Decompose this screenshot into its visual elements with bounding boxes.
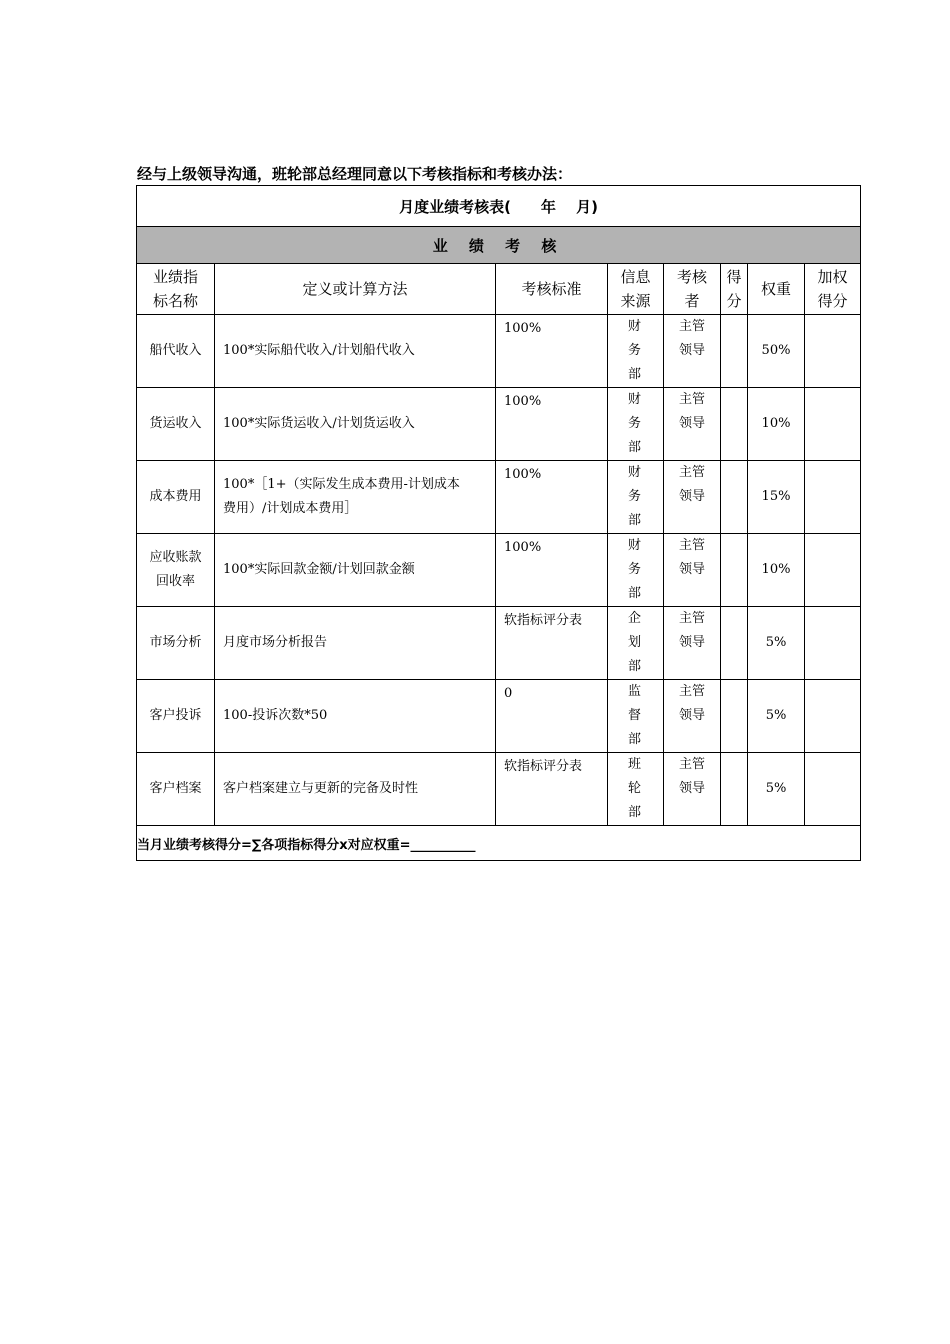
standard: 100%: [496, 388, 608, 461]
performance-table: [136, 185, 861, 861]
header-weight: 权重: [748, 264, 805, 315]
reviewer: 主管 领导: [664, 607, 721, 680]
indicator-name: 船代收入: [137, 315, 215, 388]
weighted-score-cell: [805, 315, 861, 388]
intro-text: 经与上级领导沟通，班轮部总经理同意以下考核指标和考核办法：: [137, 165, 573, 183]
weight: 50%: [748, 315, 805, 388]
score-cell: [721, 534, 748, 607]
indicator-name: 客户投诉: [137, 680, 215, 753]
info-source: 财 务 部: [608, 534, 664, 607]
reviewer: 主管 领导: [664, 461, 721, 534]
indicator-name: 应收账款 回收率: [137, 534, 215, 607]
definition: 月度市场分析报告: [215, 607, 496, 680]
header-standard: 考核标准: [496, 264, 608, 315]
info-source: 财 务 部: [608, 315, 664, 388]
table-title: 月度业绩考核表( 年 月): [137, 186, 861, 227]
reviewer: 主管 领导: [664, 534, 721, 607]
info-source: 班 轮 部: [608, 753, 664, 826]
weighted-score-cell: [805, 753, 861, 826]
table-row: [137, 315, 861, 388]
weighted-score-cell: [805, 534, 861, 607]
weighted-score-cell: [805, 388, 861, 461]
weight: 10%: [748, 534, 805, 607]
weight: 5%: [748, 680, 805, 753]
header-name: 业绩指 标名称: [137, 264, 215, 315]
section-title: 业 绩 考 核: [137, 227, 861, 264]
info-source: 监 督 部: [608, 680, 664, 753]
table-row: [137, 607, 861, 680]
standard: 100%: [496, 461, 608, 534]
header-score: 得 分: [721, 264, 748, 315]
header-row: [137, 264, 861, 315]
weight: 15%: [748, 461, 805, 534]
standard: 100%: [496, 534, 608, 607]
weight: 10%: [748, 388, 805, 461]
reviewer: 主管 领导: [664, 315, 721, 388]
score-cell: [721, 607, 748, 680]
standard: 100%: [496, 315, 608, 388]
header-definition: 定义或计算方法: [215, 264, 496, 315]
definition: 100*实际货运收入/计划货运收入: [215, 388, 496, 461]
reviewer: 主管 领导: [664, 680, 721, 753]
score-cell: [721, 388, 748, 461]
reviewer: 主管 领导: [664, 753, 721, 826]
table-row: [137, 461, 861, 534]
table-row: [137, 680, 861, 753]
reviewer: 主管 领导: [664, 388, 721, 461]
weighted-score-cell: [805, 461, 861, 534]
table-row: [137, 534, 861, 607]
weight: 5%: [748, 753, 805, 826]
score-cell: [721, 753, 748, 826]
score-cell: [721, 461, 748, 534]
indicator-name: 成本费用: [137, 461, 215, 534]
standard: 软指标评分表: [496, 753, 608, 826]
header-reviewer: 考核 者: [664, 264, 721, 315]
header-weighted: 加权 得分: [805, 264, 861, 315]
definition: 客户档案建立与更新的完备及时性: [215, 753, 496, 826]
table-row: [137, 753, 861, 826]
weight: 5%: [748, 607, 805, 680]
weighted-score-cell: [805, 607, 861, 680]
indicator-name: 市场分析: [137, 607, 215, 680]
info-source: 财 务 部: [608, 461, 664, 534]
footer-formula: 当月业绩考核得分=∑各项指标得分ⅹ对应权重=__________: [137, 826, 861, 861]
table-row: [137, 388, 861, 461]
score-cell: [721, 315, 748, 388]
info-source: 企 划 部: [608, 607, 664, 680]
header-source: 信息 来源: [608, 264, 664, 315]
definition: 100-投诉次数*50: [215, 680, 496, 753]
definition: 100*实际船代收入/计划船代收入: [215, 315, 496, 388]
info-source: 财 务 部: [608, 388, 664, 461]
definition: 100*实际回款金额/计划回款金额: [215, 534, 496, 607]
standard: 软指标评分表: [496, 607, 608, 680]
indicator-name: 货运收入: [137, 388, 215, 461]
definition: 100*［1+（实际发生成本费用-计划成本 费用）/计划成本费用］: [215, 461, 496, 534]
indicator-name: 客户档案: [137, 753, 215, 826]
weighted-score-cell: [805, 680, 861, 753]
score-cell: [721, 680, 748, 753]
standard: 0: [496, 680, 608, 753]
